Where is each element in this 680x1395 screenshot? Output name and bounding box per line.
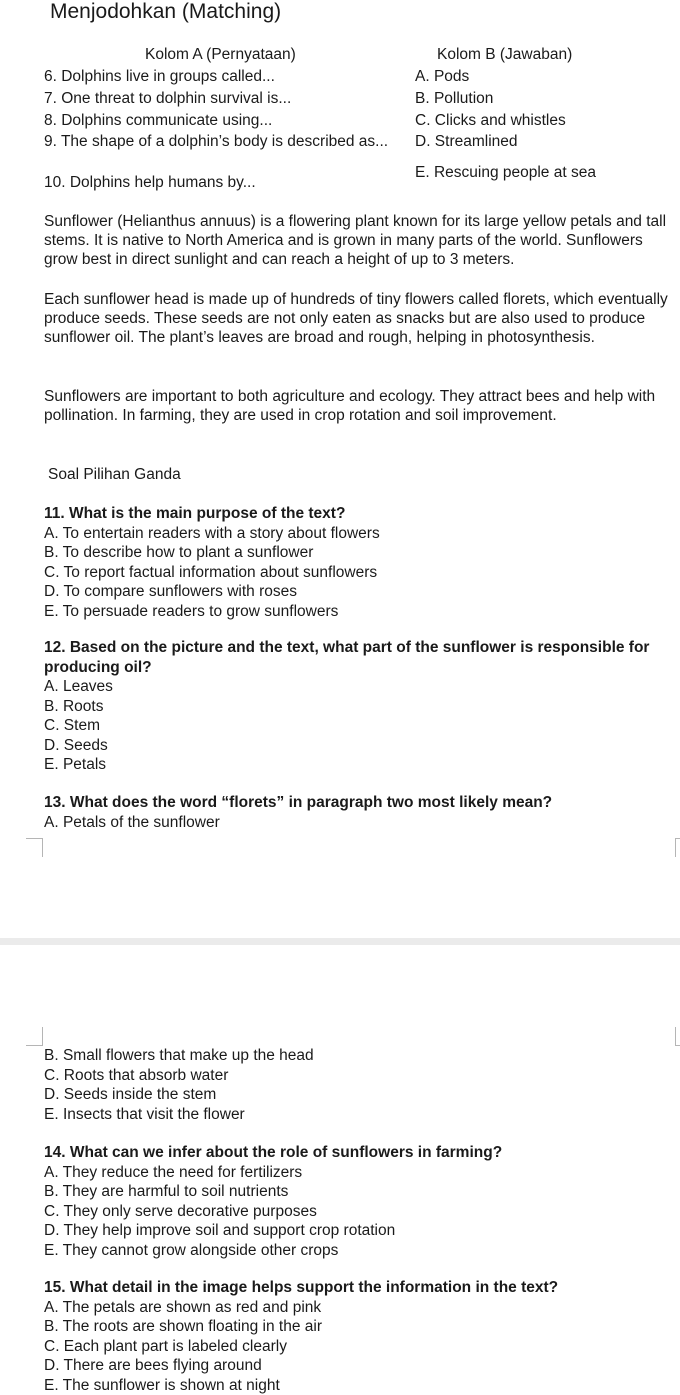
passage-paragraph-2: Each sunflower head is made up of hundreds of tiny flowers called florets, which eventually produce seeds. These seeds are not only eaten as snacks but are also used to produce sunflower oil. The plant’s leaves are broad and rough, helping in photosynthesis.: [44, 290, 676, 348]
statement-10: 10. Dolphins help humans by...: [44, 173, 256, 193]
section-title: Soal Pilihan Ganda: [48, 465, 181, 485]
statement-6: 6. Dolphins live in groups called...: [44, 67, 275, 87]
option-d: D. Seeds inside the stem: [44, 1085, 676, 1105]
question-13: [44, 793, 676, 832]
question-stem: 11. What is the main purpose of the text?: [44, 504, 676, 524]
question-13-continued: [44, 1046, 676, 1124]
page-break: [0, 938, 680, 945]
answer-c: C. Clicks and whistles: [415, 111, 566, 131]
passage-paragraph-3: Sunflowers are important to both agriculture and ecology. They attract bees and help with pollination. In farming, they are used in crop rotation and soil improvement.: [44, 387, 676, 425]
option-d: D. Seeds: [44, 736, 676, 756]
page-corner-mark: [26, 1027, 43, 1046]
question-stem: 15. What detail in the image helps support the information in the text?: [44, 1278, 676, 1298]
option-a: A. Petals of the sunflower: [44, 813, 676, 833]
option-c: C. Stem: [44, 716, 676, 736]
question-stem: 14. What can we infer about the role of sunflowers in farming?: [44, 1143, 676, 1163]
option-a: A. The petals are shown as red and pink: [44, 1298, 676, 1318]
statement-7: 7. One threat to dolphin survival is...: [44, 89, 291, 109]
question-15: [44, 1278, 676, 1395]
option-a: A. They reduce the need for fertilizers: [44, 1163, 676, 1183]
question-12: [44, 638, 676, 775]
option-b: B. They are harmful to soil nutrients: [44, 1182, 676, 1202]
statement-9: 9. The shape of a dolphin’s body is described as...: [44, 132, 388, 152]
option-d: D. To compare sunflowers with roses: [44, 582, 676, 602]
option-b: B. To describe how to plant a sunflower: [44, 543, 676, 563]
answer-d: D. Streamlined: [415, 132, 518, 152]
option-a: A. Leaves: [44, 677, 676, 697]
passage-paragraph-1: Sunflower (Helianthus annuus) is a flowering plant known for its large yellow petals and tall stems. It is native to North America and is grown in many parts of the world. Sunflowers grow best in direct sunlight and can reach a height of up to 3 meters.: [44, 212, 676, 270]
page-corner-mark: [26, 838, 43, 857]
statement-8: 8. Dolphins communicate using...: [44, 111, 272, 131]
option-e: E. They cannot grow alongside other crops: [44, 1241, 676, 1261]
question-stem: 13. What does the word “florets” in paragraph two most likely mean?: [44, 793, 676, 813]
option-b: B. Small flowers that make up the head: [44, 1046, 676, 1066]
option-b: B. The roots are shown floating in the air: [44, 1317, 676, 1337]
option-c: C. They only serve decorative purposes: [44, 1202, 676, 1222]
question-11: [44, 504, 676, 621]
page-title: Menjodohkan (Matching): [50, 0, 281, 24]
answer-b: B. Pollution: [415, 89, 493, 109]
option-b: B. Roots: [44, 697, 676, 717]
column-a-header: Kolom A (Pernyataan): [145, 45, 296, 65]
answer-a: A. Pods: [415, 67, 469, 87]
option-c: C. Roots that absorb water: [44, 1066, 676, 1086]
option-e: E. The sunflower is shown at night: [44, 1376, 676, 1395]
option-c: C. To report factual information about sunflowers: [44, 563, 676, 583]
option-c: C. Each plant part is labeled clearly: [44, 1337, 676, 1357]
page-corner-mark: [675, 1027, 680, 1046]
option-e: E. Petals: [44, 755, 676, 775]
option-d: D. They help improve soil and support crop rotation: [44, 1221, 676, 1241]
option-a: A. To entertain readers with a story about flowers: [44, 524, 676, 544]
column-b-header: Kolom B (Jawaban): [437, 45, 572, 65]
option-d: D. There are bees flying around: [44, 1356, 676, 1376]
answer-e: E. Rescuing people at sea: [415, 163, 596, 183]
question-14: [44, 1143, 676, 1260]
option-e: E. To persuade readers to grow sunflowers: [44, 602, 676, 622]
option-e: E. Insects that visit the flower: [44, 1105, 676, 1125]
page-corner-mark: [675, 838, 680, 857]
question-stem: 12. Based on the picture and the text, what part of the sunflower is responsible for producing oil?: [44, 638, 676, 677]
